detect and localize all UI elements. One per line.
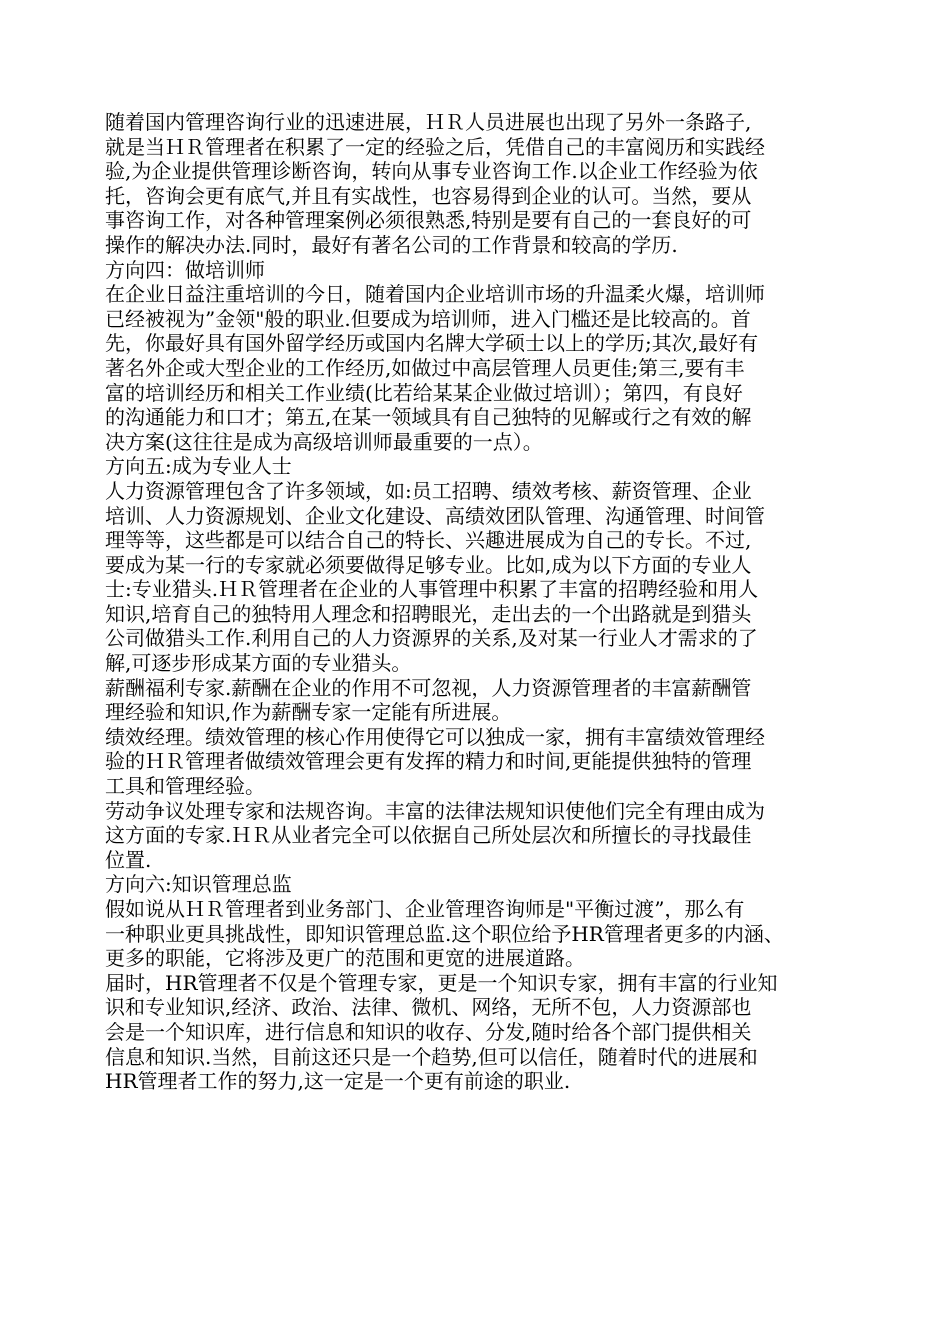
text-line: 的沟通能力和口才；第五,在某一领域具有自己独特的见解或行之有效的解 [105, 405, 752, 430]
text-line: 培训、人力资源规划、企业文化建设、高绩效团队管理、沟通管理、时间管 [105, 503, 765, 528]
text-line: 识和专业知识,经济、政治、法律、微机、网络，无所不包，人力资源部也 [105, 995, 752, 1020]
text-line: 事咨询工作，对各种管理案例必须很熟悉,特别是要有自己的一套良好的可 [105, 208, 752, 233]
text-line: 知识,培育自己的独特用人理念和招聘眼光，走出去的一个出路就是到猎头 [105, 601, 752, 626]
section-heading: 方向五:成为专业人士 [105, 454, 292, 479]
text-line: 决方案(这往往是成为高级培训师最重要的一点）。 [105, 429, 543, 454]
text-line: 要成为某一行的专家就必须要做得足够专业。比如,成为以下方面的专业人 [105, 552, 752, 577]
section-heading: 方向四：做培训师 [105, 257, 265, 282]
text-line: 士:专业猎头.ＨＲ管理者在企业的人事管理中积累了丰富的招聘经验和用人 [105, 577, 759, 602]
text-line: 验的ＨＲ管理者做绩效管理会更有发挥的精力和时间,更能提供独特的管理 [105, 749, 752, 774]
text-line: 解,可逐步形成某方面的专业猎头。 [105, 651, 412, 676]
text-line: 位置. [105, 847, 152, 872]
text-line: 绩效经理。绩效管理的核心作用使得它可以独成一家，拥有丰富绩效管理经 [105, 724, 765, 749]
text-line: 先，你最好具有国外留学经历或国内名牌大学硕士以上的学历;其次,最好有 [105, 331, 759, 356]
text-line: 理经验和知识,作为薪酬专家一定能有所进展。 [105, 700, 512, 725]
text-line: 会是一个知识库，进行信息和知识的收存、分发,随时给各个部门提供相关 [105, 1019, 752, 1044]
text-line: 人力资源管理包含了许多领域，如:员工招聘、绩效考核、薪资管理、企业 [105, 478, 752, 503]
text-line: 已经被视为”金领"般的职业.但要成为培训师，进入门槛还是比较高的。首 [105, 306, 751, 331]
text-line: 就是当ＨＲ管理者在积累了一定的经验之后，凭借自己的丰富阅历和实践经 [105, 134, 765, 159]
text-line: 薪酬福利专家.薪酬在企业的作用不可忽视，人力资源管理者的丰富薪酬管 [105, 675, 752, 700]
text-line: 富的培训经历和相关工作业绩(比若给某某企业做过培训）；第四，有良好 [105, 380, 743, 405]
text-line: 操作的解决办法.同时，最好有著名公司的工作背景和较高的学历. [105, 232, 678, 257]
text-line: 著名外企或大型企业的工作经历,如做过中高层管理人员更佳;第三,要有丰 [105, 355, 745, 380]
text-line: 劳动争议处理专家和法规咨询。丰富的法律法规知识使他们完全有理由成为 [105, 798, 765, 823]
text-line: 这方面的专家.ＨＲ从业者完全可以依据自己所处层次和所擅长的寻找最佳 [105, 823, 752, 848]
text-line: 随着国内管理咨询行业的迅速进展，ＨＲ人员进展也出现了另外一条路子, [105, 110, 752, 134]
document-body [105, 110, 840, 1094]
section-heading: 方向六:知识管理总监 [105, 872, 292, 897]
text-line: 理等等，这些都是可以结合自己的特长、兴趣进展成为自己的专长。不过, [105, 528, 752, 553]
text-line: 信息和知识.当然，目前这还只是一个趋势,但可以信任，随着时代的进展和 [105, 1044, 758, 1069]
text-line: 届时，HR管理者不仅是个管理专家，更是一个知识专家，拥有丰富的行业知 [105, 970, 778, 995]
text-line: 验,为企业提供管理诊断咨询，转向从事专业咨询工作.以企业工作经验为依 [105, 159, 758, 184]
text-line: 一种职业更具挑战性，即知识管理总监.这个职位给予HR管理者更多的内涵、 [105, 921, 784, 946]
text-line: HR管理者工作的努力,这一定是一个更有前途的职业. [105, 1069, 571, 1094]
text-line: 工具和管理经验。 [105, 774, 265, 799]
text-line: 更多的职能，它将涉及更广的范围和更宽的进展道路。 [105, 946, 585, 971]
text-line: 在企业日益注重培训的今日，随着国内企业培训市场的升温柔火爆，培训师 [105, 282, 765, 307]
text-line: 托，咨询会更有底气,并且有实战性，也容易得到企业的认可。当然，要从 [105, 183, 752, 208]
text-line: 假如说从ＨＲ管理者到业务部门、企业管理咨询师是"平衡过渡”，那么有 [105, 897, 745, 921]
text-line: 公司做猎头工作.利用自己的人力资源界的关系,及对某一行业人才需求的了 [105, 626, 758, 651]
